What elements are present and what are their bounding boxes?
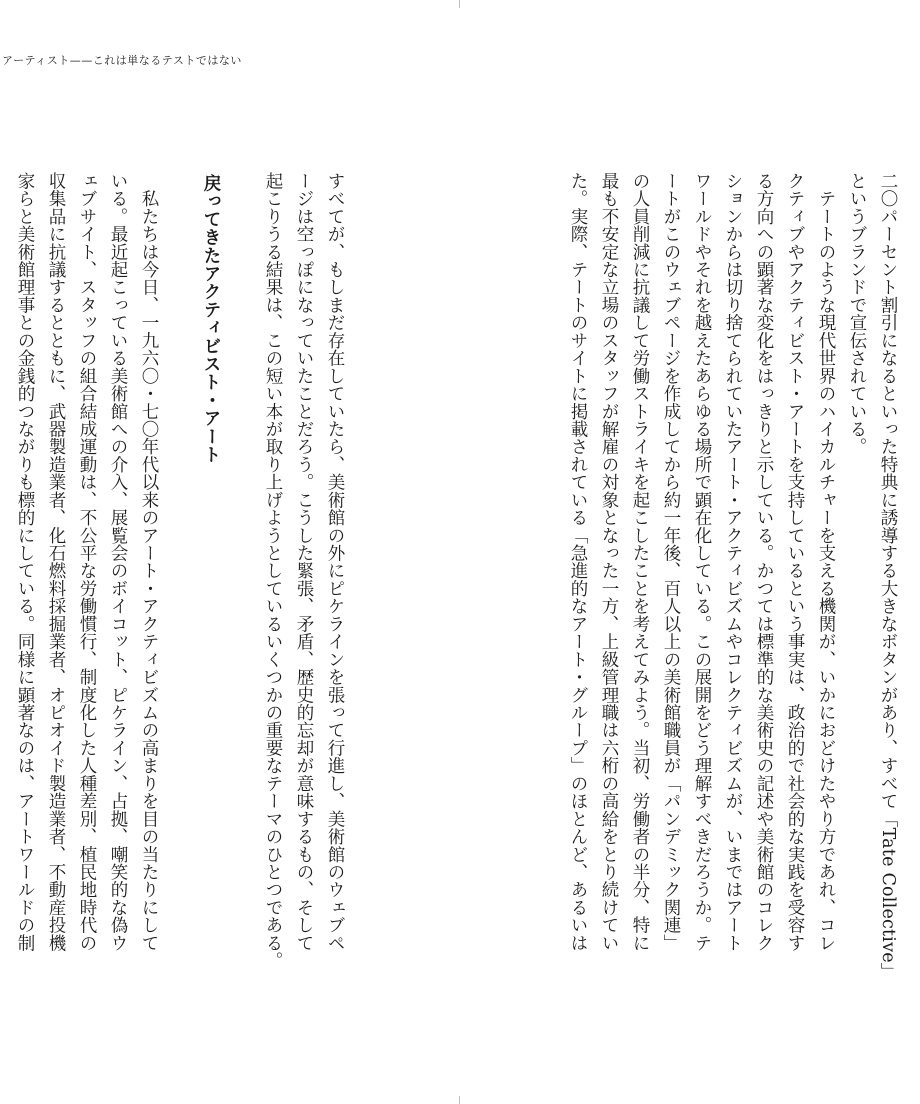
text-line: すべてが、もしまだ存在していたら、美術館の外にピケラインを張って行進し、美術館のウェブペ [325,172,345,952]
text-line: ートがこのウェブページを作成してから約一年後、百人以上の美術館職員が「パンデミック関連」 [661,172,681,952]
text-line: 二〇パーセント割引になるといった特典に誘導する大きなボタンがあり、すべて「Tate Collective」 [878,172,898,981]
text-line: る方向への顕著な変化をはっきりと示している。かつては標準的な美術史の記述や美術館のコレク [754,172,774,952]
text-line: た。実際、テートのサイトに掲載されている「急進的なアート・グループ」のほとんど、あるいは [568,172,588,952]
text-line: 収集品に抗議するとともに、武器製造業者、化石燃料採掘業者、オピオイド製造業者、不動産投機 [46,172,66,952]
crop-mark-bottom [459,1096,460,1104]
text-line: 最も不安定な立場のスタッフが解雇の対象となった一方、上級管理職は六桁の高給をとり続けてい [599,172,619,952]
text-line: 私たちは今日、一九六〇・七〇年代以来のアート・アクティビズムの高まりを目の当たりにして [139,172,159,952]
page-body [0,172,920,1022]
text-line: ションからは切り捨てられていたアート・アクティビズムやコレクティビズムが、いまではアート [723,172,743,952]
text-line: ェブサイト、スタッフの組合結成運動は、不公平な労働慣行、制度化した人種差別、植民地時代の [77,172,97,952]
text-line: いる。最近起こっている美術館への介入、展覧会のボイコット、ピケライン、占拠、嘲笑的な偽ウ [108,172,128,952]
text-line: ージは空っぽになっていたことだろう。こうした緊張、矛盾、歴史的忘却が意味するもの、そして [294,172,314,952]
crop-mark-top [459,0,460,8]
text-line: ワールドやそれを越えたあらゆる場所で顕在化している。この展開をどう理解すべきだろうか。テ [692,172,712,952]
running-header: アーティスト——これは単なるテストではない [2,54,242,67]
text-line: の人員削減に抗議して労働ストライキを起こしたことを考えてみよう。当初、労働者の半分、特に [630,172,650,952]
text-line: クティブやアクティビスト・アートを支持しているという事実は、政治的で社会的な実践を受容す [785,172,805,952]
text-line: テートのような現代世界のハイカルチャーを支える機関が、いかにおどけたやり方であれ、コレ [816,172,836,952]
text-line: というブランドで宣伝されている。 [847,172,867,456]
section-heading: 戻ってきたアクティビスト・アート [201,174,221,464]
text-line: 家らと美術館理事との金銭的つながりも標的にしている。同様に顕著なのは、アートワールドの制 [15,172,35,952]
text-line: 起こりうる結果は、この短い本が取り上げようとしているいくつかの重要なテーマのひとつである。 [263,172,283,970]
